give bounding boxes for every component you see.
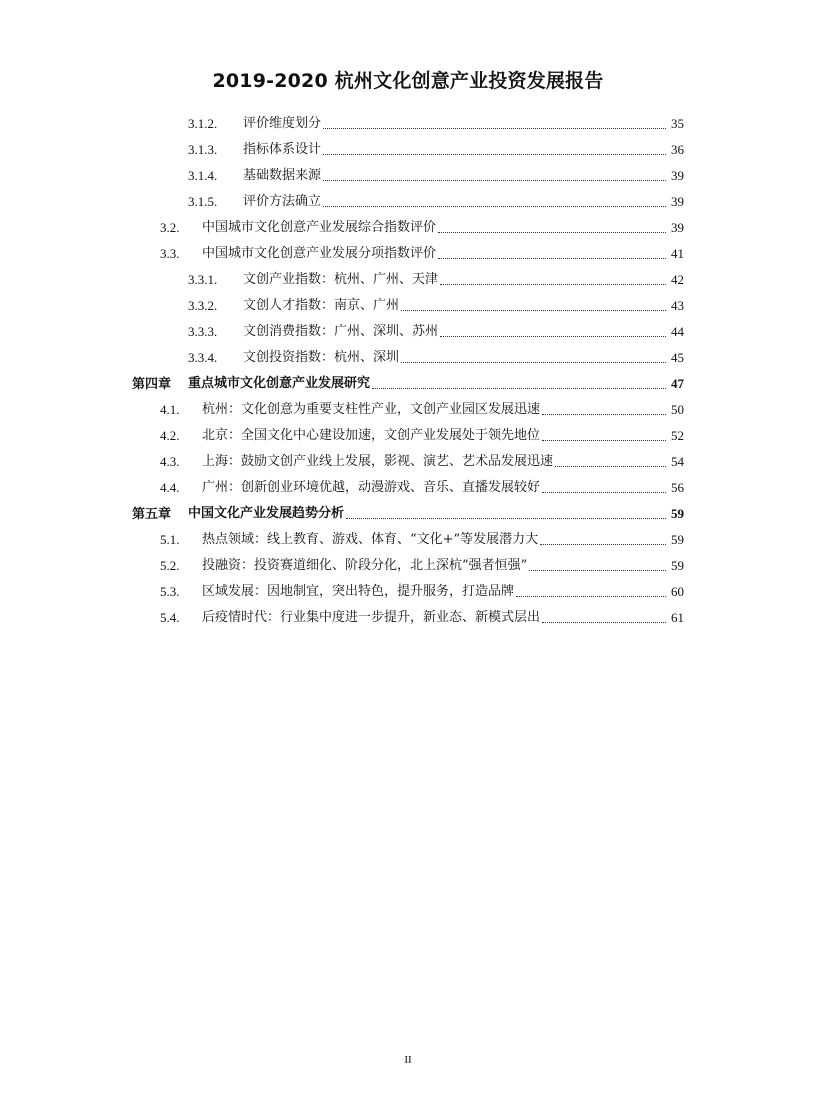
toc-entry-label: 中国城市文化创意产业发展综合指数评价 bbox=[202, 220, 437, 235]
toc-entry[interactable] bbox=[0, 214, 816, 236]
toc-entry-page: 39 bbox=[671, 220, 684, 235]
toc-entry-page: 44 bbox=[671, 324, 684, 339]
toc-entry-label: 中国城市文化创意产业发展分项指数评价 bbox=[202, 246, 437, 261]
document-title: 2019-2020 杭州文化创意产业投资发展报告 bbox=[212, 70, 604, 92]
toc-entry[interactable] bbox=[0, 162, 816, 184]
toc-entry[interactable] bbox=[0, 526, 816, 548]
toc-dot-leader bbox=[540, 544, 666, 545]
toc-entry-label: 基础数据来源 bbox=[243, 168, 322, 183]
toc-entry-page: 61 bbox=[671, 610, 684, 625]
toc-entry-page: 50 bbox=[671, 402, 684, 417]
toc-entry[interactable] bbox=[0, 396, 816, 418]
toc-dot-leader bbox=[323, 128, 666, 129]
toc-entry-number: 3.3.4. bbox=[188, 350, 218, 365]
toc-entry-page: 59 bbox=[671, 532, 684, 547]
toc-entry-number: 5.1. bbox=[160, 532, 180, 547]
toc-entry-page: 41 bbox=[671, 246, 684, 261]
toc-entry-number: 4.1. bbox=[160, 402, 180, 417]
toc-dot-leader bbox=[440, 284, 666, 285]
toc-entry[interactable] bbox=[0, 552, 816, 574]
toc-entry-label: 热点领域：线上教育、游戏、体育、“文化+”等发展潜力大 bbox=[202, 532, 539, 547]
toc-entry-label: 中国文化产业发展趋势分析 bbox=[188, 506, 345, 521]
toc-entry[interactable] bbox=[0, 370, 816, 392]
toc-entry-number: 第五章 bbox=[132, 506, 172, 521]
toc-entry-page: 35 bbox=[671, 116, 684, 131]
toc-entry-page: 59 bbox=[671, 506, 684, 521]
toc-dot-leader bbox=[516, 596, 666, 597]
toc-entry-number: 4.3. bbox=[160, 454, 180, 469]
toc-entry[interactable] bbox=[0, 474, 816, 496]
toc-entry[interactable] bbox=[0, 422, 816, 444]
toc-entry-page: 36 bbox=[671, 142, 684, 157]
toc-entry[interactable] bbox=[0, 188, 816, 210]
toc-entry-page: 39 bbox=[671, 194, 684, 209]
toc-entry-page: 59 bbox=[671, 558, 684, 573]
toc-dot-leader bbox=[323, 206, 666, 207]
toc-entry[interactable] bbox=[0, 240, 816, 262]
toc-dot-leader bbox=[542, 622, 666, 623]
toc-entry-number: 3.1.4. bbox=[188, 168, 218, 183]
toc-entry-page: 42 bbox=[671, 272, 684, 287]
toc-entry-number: 3.3.3. bbox=[188, 324, 218, 339]
toc-entry-label: 投融资：投资赛道细化、阶段分化，北上深杭“强者恒强” bbox=[202, 558, 528, 573]
toc-entry-label: 评价维度划分 bbox=[243, 116, 322, 131]
footer-page-number: II bbox=[404, 1054, 412, 1066]
toc-entry-number: 3.1.3. bbox=[188, 142, 218, 157]
toc-entry-number: 5.2. bbox=[160, 558, 180, 573]
toc-dot-leader bbox=[542, 440, 666, 441]
toc-entry-number: 3.3. bbox=[160, 246, 180, 261]
toc-entry-number: 5.4. bbox=[160, 610, 180, 625]
toc-entry-label: 文创产业指数：杭州、广州、天津 bbox=[243, 272, 439, 287]
toc-dot-leader bbox=[438, 232, 666, 233]
toc-entry-label: 杭州：文化创意为重要支柱性产业，文创产业园区发展迅速 bbox=[202, 402, 541, 417]
toc-entry-page: 43 bbox=[671, 298, 684, 313]
toc-entry[interactable] bbox=[0, 318, 816, 340]
toc-entry-page: 54 bbox=[671, 454, 684, 469]
toc-entry-label: 评价方法确立 bbox=[243, 194, 322, 209]
toc-entry[interactable] bbox=[0, 448, 816, 470]
toc-entry-label: 上海：鼓励文创产业线上发展，影视、演艺、艺术品发展迅速 bbox=[202, 454, 554, 469]
toc-entry-number: 4.4. bbox=[160, 480, 180, 495]
toc-dot-leader bbox=[555, 466, 666, 467]
toc-dot-leader bbox=[529, 570, 666, 571]
toc-dot-leader bbox=[401, 362, 666, 363]
toc-dot-leader bbox=[542, 492, 666, 493]
toc-entry[interactable] bbox=[0, 110, 816, 132]
toc-dot-leader bbox=[346, 518, 666, 519]
toc-entry-page: 47 bbox=[671, 376, 684, 391]
toc-entry-label: 北京：全国文化中心建设加速，文创产业发展处于领先地位 bbox=[202, 428, 541, 443]
toc-entry-number: 5.3. bbox=[160, 584, 180, 599]
toc-entry[interactable] bbox=[0, 604, 816, 626]
toc-entry-label: 文创投资指数：杭州、深圳 bbox=[243, 350, 400, 365]
toc-entry-page: 45 bbox=[671, 350, 684, 365]
toc-entry[interactable] bbox=[0, 292, 816, 314]
toc-entry[interactable] bbox=[0, 136, 816, 158]
toc-entry-label: 文创人才指数：南京、广州 bbox=[243, 298, 400, 313]
toc-entry-label: 区域发展：因地制宜，突出特色，提升服务，打造品牌 bbox=[202, 584, 515, 599]
toc-entry[interactable] bbox=[0, 344, 816, 366]
toc-entry-label: 后疫情时代：行业集中度进一步提升，新业态、新模式层出 bbox=[202, 610, 541, 625]
toc-dot-leader bbox=[542, 414, 666, 415]
toc-entry-label: 广州：创新创业环境优越，动漫游戏、音乐、直播发展较好 bbox=[202, 480, 541, 495]
toc-entry-number: 4.2. bbox=[160, 428, 180, 443]
toc-entry[interactable] bbox=[0, 500, 816, 522]
toc-entry[interactable] bbox=[0, 578, 816, 600]
toc-entry-page: 39 bbox=[671, 168, 684, 183]
toc-entry-number: 3.2. bbox=[160, 220, 180, 235]
toc-entry-label: 指标体系设计 bbox=[243, 142, 322, 157]
toc-entry-number: 3.3.2. bbox=[188, 298, 218, 313]
toc-dot-leader bbox=[372, 388, 666, 389]
toc-dot-leader bbox=[401, 310, 666, 311]
toc-dot-leader bbox=[438, 258, 666, 259]
toc-dot-leader bbox=[440, 336, 666, 337]
toc-entry-number: 第四章 bbox=[132, 376, 172, 391]
toc-entry-number: 3.3.1. bbox=[188, 272, 218, 287]
toc-dot-leader bbox=[323, 154, 666, 155]
toc-dot-leader bbox=[323, 180, 666, 181]
toc-entry[interactable] bbox=[0, 266, 816, 288]
toc-entry-page: 60 bbox=[671, 584, 684, 599]
toc-entry-label: 重点城市文化创意产业发展研究 bbox=[188, 376, 371, 391]
toc-entry-label: 文创消费指数：广州、深圳、苏州 bbox=[243, 324, 439, 339]
toc-entry-number: 3.1.5. bbox=[188, 194, 218, 209]
toc-entry-number: 3.1.2. bbox=[188, 116, 218, 131]
toc-entry-page: 52 bbox=[671, 428, 684, 443]
toc-entry-page: 56 bbox=[671, 480, 684, 495]
